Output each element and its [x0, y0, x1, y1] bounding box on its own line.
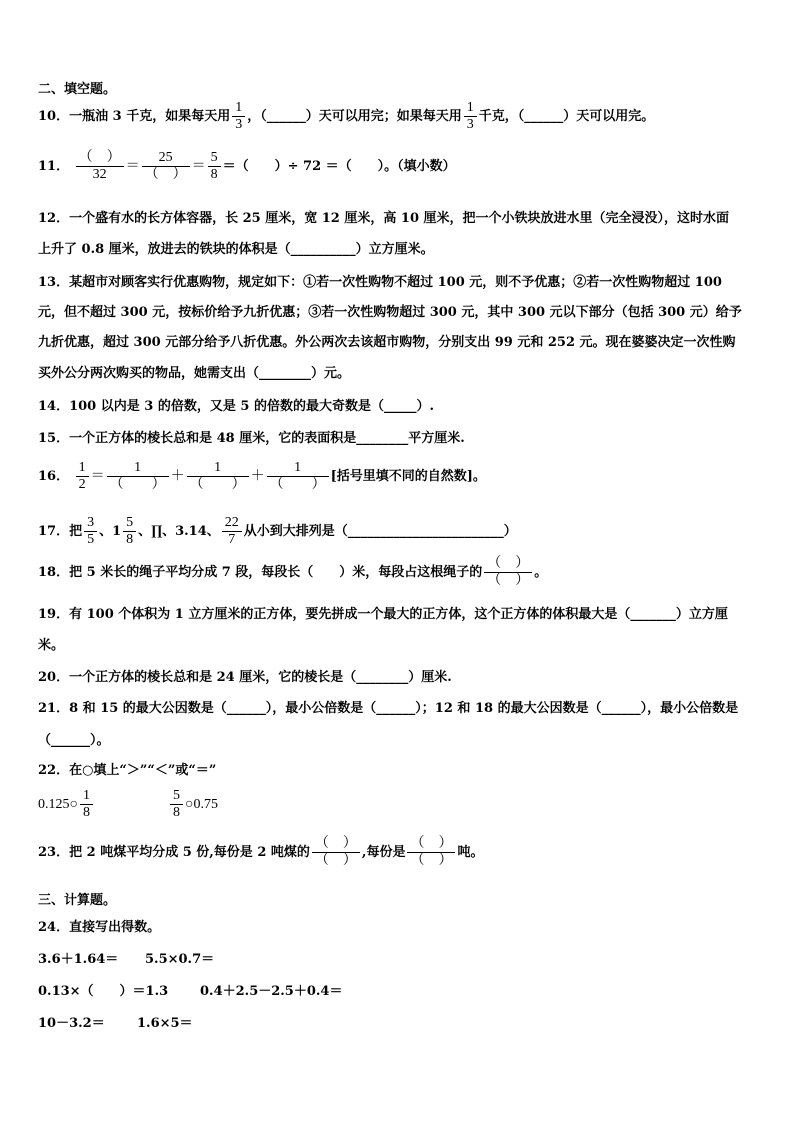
question-13-line-3: 九折优惠，超过 300 元部分给予八折优惠。外公两次去该超市购物，分别支出 99 元和 252 元。现在婆婆决定一次性购: [38, 335, 736, 350]
q23-fraction-1: $\frac{( )}{( )}$: [312, 836, 360, 869]
calc-row-3a: 10－3.2＝: [38, 1016, 105, 1031]
q10-fraction-2: $\frac{1}{3}$: [464, 100, 477, 133]
calc-row-3b: 1.6×5＝: [137, 1016, 193, 1031]
question-22-title: 22．在○填上“＞”“＜”或“＝”: [38, 763, 217, 778]
q17-fraction-2: $\frac{5}{8}$: [123, 515, 136, 548]
question-19-line-1: 19．有 100 个体积为 1 立方厘米的正方体，要先拼成一个最大的正方体，这个正方体的体积最大是（_______）立方厘: [38, 607, 728, 622]
q10-fraction-1: $\frac{1}{3}$: [232, 100, 245, 133]
q10-text-b: ，（______）天可以用完；如果每天用: [247, 109, 462, 124]
q16-fraction-half: $\frac{1}{2}$: [76, 460, 89, 493]
calc-row-2a: 0.13×（ ）＝1.3: [38, 984, 169, 999]
question-11: 11． $\frac{( )}{32}$ ＝ $\frac{25}{( )}$ ＝ $\frac{5}{8}$ ＝（ ）÷ 72 ＝（ ）。（填小数）: [38, 150, 456, 182]
question-13-line-1: 13．某超市对顾客实行优惠购物，规定如下：①若一次性购物不超过 100 元，则不予优惠；②若一次性购物超过 100: [38, 275, 722, 290]
q16-number: 16．: [38, 469, 70, 484]
calc-row-2b: 0.4＋2.5－2.5＋0.4＝: [200, 984, 343, 999]
calc-row-1b: 5.5×0.7＝: [145, 952, 215, 967]
question-14: 14．100 以内是 3 的倍数，又是 5 的倍数的最大奇数是（_____）.: [38, 399, 434, 414]
q17-fraction-3: $\frac{22}{7}$: [222, 515, 242, 548]
question-19-line-2: 米。: [38, 638, 65, 653]
section-calculation: 三、计算题。: [38, 893, 117, 908]
q11-fraction-2: $\frac{25}{( )}$: [142, 150, 190, 183]
q16-fraction-b: $\frac{1}{( )}$: [187, 460, 249, 493]
question-22-compare-2: $\frac{5}{8}$ ○0.75: [168, 788, 218, 821]
question-22-compare-1: 0.125○ $\frac{1}{8}$: [38, 788, 95, 821]
question-23: 23．把 2 吨煤平均分成 5 份,每份是 2 吨煤的 $\frac{( )}{( )}$ ,每份是 $\frac{( )}{( )}$ 吨。: [38, 836, 484, 868]
q11-rest: ＝（ ）÷ 72 ＝（ ）。（填小数）: [222, 159, 456, 174]
q16-fraction-c: $\frac{1}{( )}$: [267, 460, 329, 493]
question-17: 17．把 $\frac{3}{5}$ 、1 $\frac{5}{8}$ 、∏、3.14、 $\frac{22}{7}$ 从小到大排列是（________________________）: [38, 515, 517, 547]
q22-fraction-2: $\frac{5}{8}$: [170, 788, 183, 821]
q11-fraction-1: $\frac{( )}{32}$: [76, 150, 124, 183]
question-24: 24．直接写出得数。: [38, 920, 161, 935]
q11-number: 11．: [38, 159, 70, 174]
q10-text-c: 千克，（______）天可以用完。: [478, 109, 655, 124]
question-18: 18．把 5 米长的绳子平均分成 7 段，每段长（ ）米，每段占这根绳子的 $\frac{( )}{( )}$ 。: [38, 556, 548, 588]
calc-row-1a: 3.6＋1.64＝: [38, 952, 119, 967]
q22-fraction-1: $\frac{1}{8}$: [80, 788, 93, 821]
q18-fraction: $\frac{( )}{( )}$: [484, 556, 532, 589]
question-21-line-1: 21．8 和 15 的最大公因数是（______），最小公倍数是（______）；12 和 18 的最大公因数是（______），最小公倍数是: [38, 701, 739, 716]
q16-rest: [括号里填不同的自然数]。: [330, 469, 486, 484]
question-20: 20．一个正方体的棱长总和是 24 厘米，它的棱长是（________）厘米.: [38, 670, 452, 685]
question-13-line-4: 买外公分两次购买的物品，她需支出（________）元。: [38, 366, 351, 381]
question-21-line-2: （______）。: [38, 733, 110, 748]
q16-fraction-a: $\frac{1}{( )}$: [107, 460, 169, 493]
question-12-line-1: 12．一个盛有水的长方体容器，长 25 厘米，宽 12 厘米，高 10 厘米，把一个小铁块放进水里（完全浸没），这时水面: [38, 211, 730, 226]
q17-fraction-1: $\frac{3}{5}$: [84, 515, 97, 548]
question-10: [38, 100, 654, 133]
question-15: 15．一个正方体的棱长总和是 48 厘米，它的表面积是________平方厘米.: [38, 431, 465, 446]
section-fill-blank: 二、填空题。: [38, 82, 117, 97]
question-13-line-2: 元，但不超过 300 元，按标价给予九折优惠；③若一次性购物超过 300 元，其中 300 元以下部分（包括 300 元）给予: [38, 305, 742, 320]
q10-text-a: 10．一瓶油 3 千克，如果每天用: [38, 109, 231, 124]
question-16: 16． $\frac{1}{2}$ ＝ $\frac{1}{( )}$ ＋ $\frac{1}{( )}$ ＋ $\frac{1}{( )}$ [括号里填不同的自然数]。: [38, 460, 486, 492]
q23-fraction-2: $\frac{( )}{( )}$: [407, 836, 455, 869]
q11-fraction-3: $\frac{5}{8}$: [208, 150, 221, 183]
question-12-line-2: 上升了 0.8 厘米，放进去的铁块的体积是（__________）立方厘米。: [38, 242, 434, 257]
